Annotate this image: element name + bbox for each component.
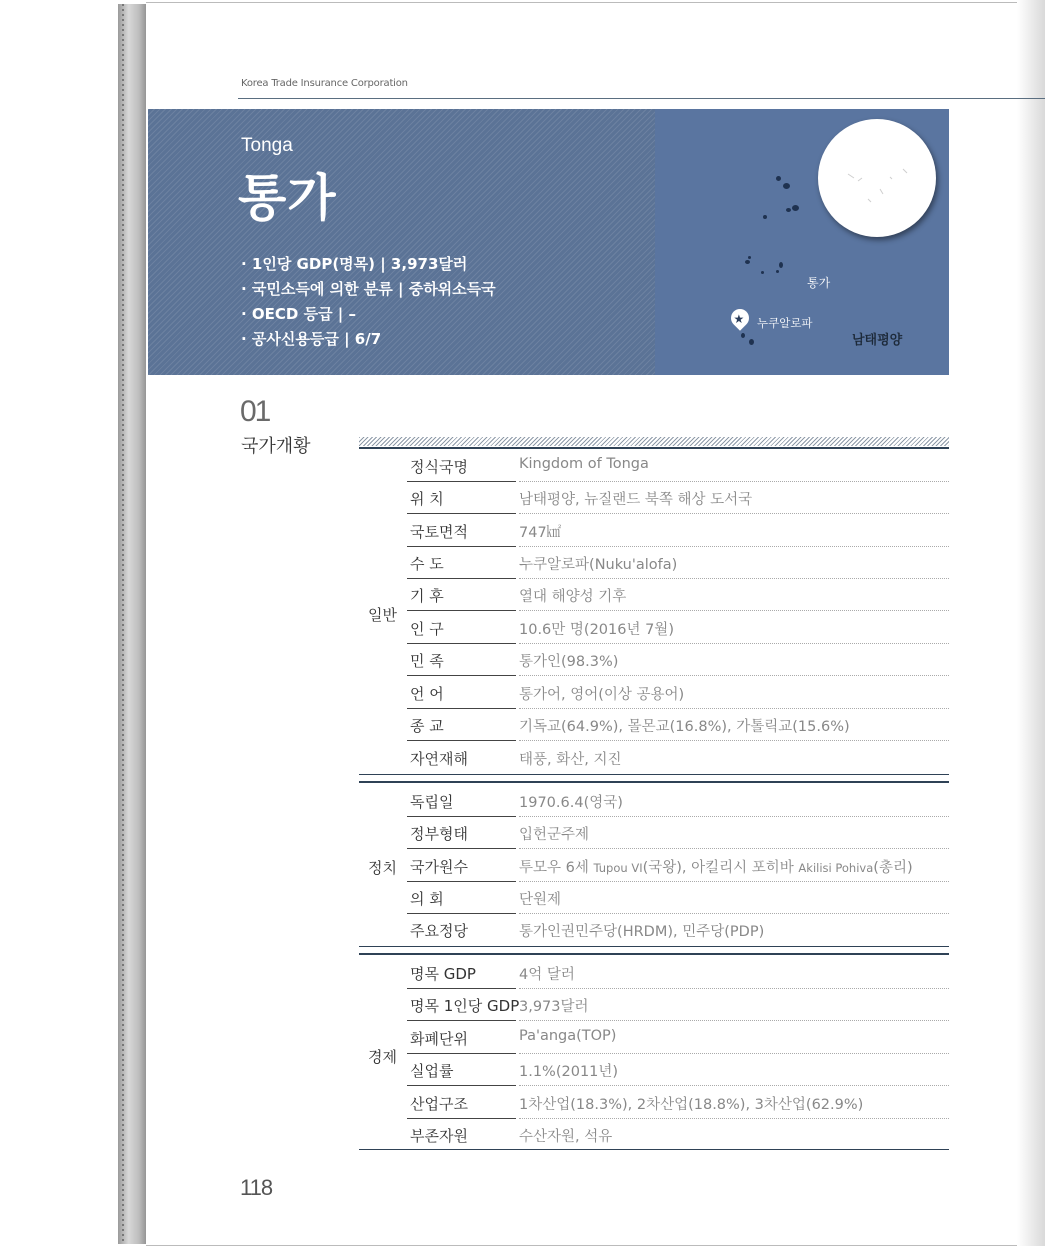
table-row: [407, 784, 949, 816]
value-part: 투모우 6세: [519, 860, 594, 876]
value-part: Akilisi Pohiva: [798, 861, 874, 875]
table-row: [407, 1118, 949, 1150]
row-value: 3,973달러: [519, 995, 949, 1021]
map-label-country: 통가: [807, 276, 831, 290]
fact-credit-grade: · 공사신용등급 | 6/7: [241, 330, 382, 348]
row-key: 인 구: [407, 618, 516, 644]
row-key: 화폐단위: [407, 1028, 516, 1054]
table-row: [407, 741, 949, 773]
row-key: 산업구조: [407, 1093, 516, 1119]
row-value: 통가어, 영어(이상 공용어): [519, 683, 949, 709]
row-value: 열대 해양성 기후: [519, 585, 949, 611]
table-row: [407, 913, 949, 945]
value-part: Tupou VI: [593, 861, 643, 875]
row-key: 수 도: [407, 553, 516, 579]
island: [783, 183, 790, 189]
running-header: Korea Trade Insurance Corporation: [241, 78, 408, 89]
group-label-politics: 정치: [368, 859, 397, 877]
table-row: [407, 578, 949, 610]
map-label-ocean: 남태평양: [852, 333, 903, 348]
island: [776, 176, 781, 181]
table-row: [407, 481, 949, 513]
section-number: 01: [240, 395, 270, 428]
row-key: 의 회: [407, 888, 516, 914]
country-name-ko: 통가: [238, 169, 337, 227]
row-value: 태풍, 화산, 지진: [519, 752, 622, 768]
group-label-general: 일반: [368, 606, 397, 624]
group-label-economy: 경제: [368, 1048, 397, 1066]
island: [779, 262, 783, 268]
fact-oecd-grade: · OECD 등급 | –: [241, 305, 357, 323]
key-facts: [241, 252, 496, 352]
row-value: 수산자원, 석유: [519, 1129, 613, 1145]
row-value: 1970.6.4(영국): [519, 791, 949, 817]
value-part: (국왕), 아킬리시 포히바: [642, 860, 799, 876]
table-row: [407, 643, 949, 675]
fact-income-class: · 국민소득에 의한 분류 | 중하위소득국: [241, 280, 496, 298]
row-key: 언 어: [407, 683, 516, 709]
island: [776, 270, 779, 273]
fact-gdp-per-capita: · 1인당 GDP(명목) | 3,973달러: [241, 255, 468, 273]
table-row: [407, 1086, 949, 1118]
island: [786, 208, 791, 212]
header-rule: [238, 98, 1045, 99]
row-key: 종 교: [407, 715, 516, 741]
row-value: 통가인(98.3%): [519, 650, 949, 676]
island: [748, 256, 751, 259]
table-row: [407, 676, 949, 708]
row-value: 입헌군주제: [519, 823, 949, 849]
row-key: 명목 1인당 GDP: [407, 995, 516, 1021]
table-row: [407, 1021, 949, 1053]
table-row: [407, 956, 949, 988]
group-divider: [359, 781, 949, 783]
row-key: 기 후: [407, 585, 516, 611]
row-value: 통가인권민주당(HRDM), 민주당(PDP): [519, 924, 765, 940]
row-value: 10.6만 명(2016년 7월): [519, 618, 949, 644]
group-divider: [359, 946, 949, 947]
section-title: 국가개황: [241, 436, 311, 457]
table-row: [407, 514, 949, 546]
row-key: 국가원수: [407, 856, 516, 882]
row-value: 747㎢: [519, 521, 949, 547]
island: [745, 260, 750, 264]
capital-pin-icon: ★: [727, 305, 752, 330]
table-row: [407, 849, 949, 881]
globe-image: [818, 119, 936, 237]
table-row: [407, 708, 949, 740]
country-name-en: Tonga: [241, 135, 293, 156]
globe-detail: [818, 119, 936, 237]
row-key: 독립일: [407, 791, 516, 817]
row-key: 주요정당: [410, 922, 468, 940]
row-key: 실업률: [407, 1060, 516, 1086]
row-value: 4억 달러: [519, 963, 949, 989]
row-key: 민 족: [407, 650, 516, 676]
table-row: [407, 1053, 949, 1085]
table-row: [407, 611, 949, 643]
row-value: 1차산업(18.3%), 2차산업(18.8%), 3차산업(62.9%): [519, 1093, 949, 1119]
map-label-capital: 누쿠알로파: [757, 316, 813, 330]
row-key: 명목 GDP: [407, 963, 516, 989]
table-row: [407, 449, 949, 481]
book-spine: [118, 4, 148, 1244]
row-key: 정식국명: [407, 456, 516, 482]
island: [763, 215, 767, 219]
page-edge-shadow: [1017, 0, 1045, 1246]
group-divider: [359, 953, 949, 955]
table-top-hatch: [359, 437, 949, 446]
island: [749, 339, 754, 345]
row-value: 1.1%(2011년): [519, 1060, 949, 1086]
row-value: Pa'anga(TOP): [519, 1028, 949, 1054]
island: [741, 333, 745, 338]
group-divider: [359, 774, 949, 775]
row-value: [519, 856, 949, 882]
island: [761, 271, 764, 274]
row-key: 위 치: [407, 488, 516, 514]
row-value: 기독교(64.9%), 몰몬교(16.8%), 가톨릭교(15.6%): [519, 715, 949, 741]
island: [792, 205, 799, 211]
table-bottom-rule: [359, 1149, 949, 1150]
row-key: 부존자원: [410, 1127, 468, 1145]
row-value: Kingdom of Tonga: [519, 456, 949, 482]
row-value: 단원제: [519, 888, 949, 914]
table-row: [407, 546, 949, 578]
row-key: 정부형태: [407, 823, 516, 849]
row-key: 국토면적: [407, 521, 516, 547]
page-number: 118: [240, 1175, 273, 1200]
row-value: 남태평양, 뉴질랜드 북쪽 해상 도서국: [519, 488, 949, 514]
value-part: (총리): [873, 860, 913, 876]
row-value: 누쿠알로파(Nuku'alofa): [519, 553, 949, 579]
row-key: 자연재해: [410, 750, 468, 768]
table-row: [407, 988, 949, 1020]
table-row: [407, 881, 949, 913]
table-row: [407, 816, 949, 848]
